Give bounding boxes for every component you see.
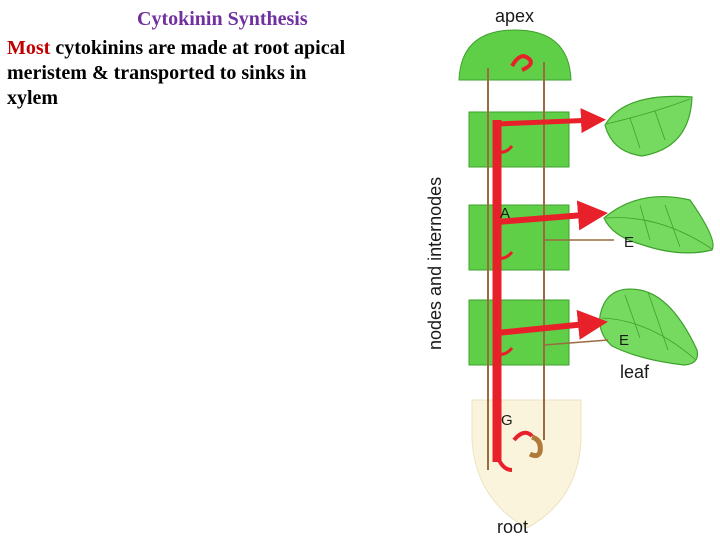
body-lead-word: Most bbox=[7, 37, 51, 59]
label-nodes-internodes: nodes and internodes bbox=[425, 176, 445, 350]
leaf-middle bbox=[604, 197, 713, 253]
label-leaf: leaf bbox=[620, 362, 650, 382]
label-E-upper: E bbox=[624, 234, 635, 251]
body-rest-text: cytokinins are made at root apical meristem & transported to sinks in xylem bbox=[7, 37, 346, 109]
shoot-apex bbox=[459, 30, 571, 80]
label-apex: apex bbox=[495, 6, 535, 26]
label-root: root bbox=[497, 517, 529, 537]
label-A: A bbox=[500, 205, 511, 222]
slide-title: Cytokinin Synthesis bbox=[137, 8, 308, 30]
label-G: G bbox=[501, 412, 513, 429]
label-E-lower: E bbox=[619, 332, 630, 349]
leaf-upper bbox=[605, 96, 692, 156]
leaf-lower bbox=[600, 289, 698, 365]
